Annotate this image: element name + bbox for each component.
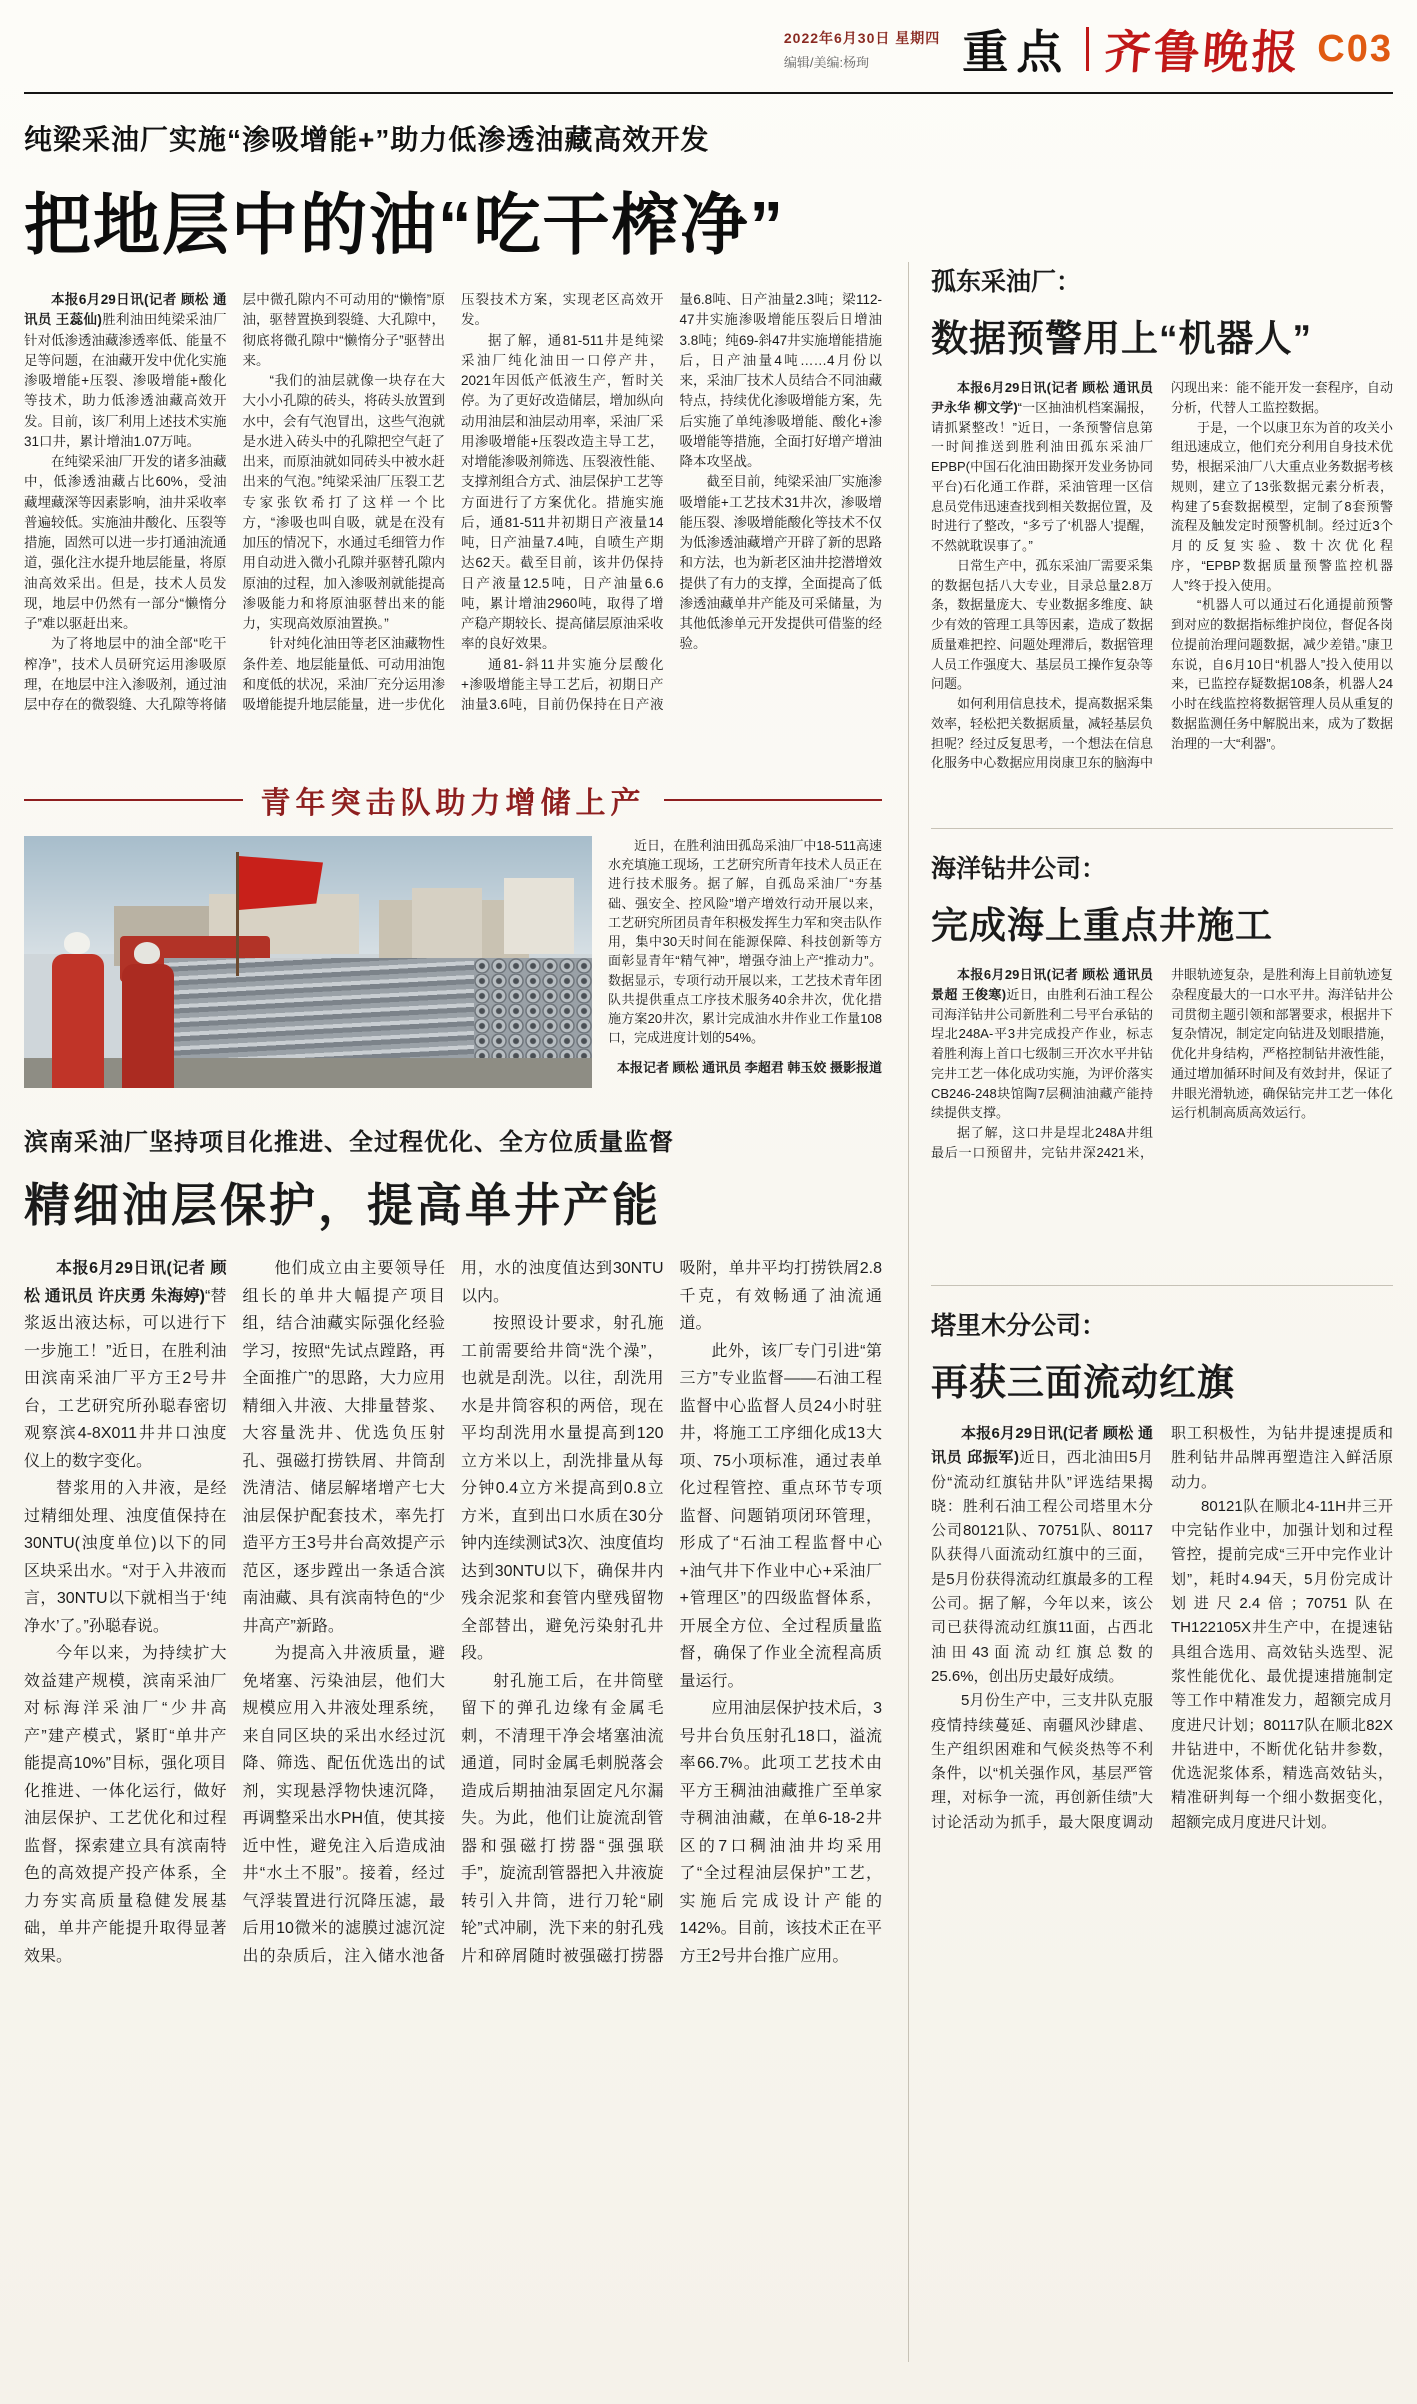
byline: 本报6月29日讯(记者 顾松 通讯员 尹永华 柳文学): [931, 380, 1153, 415]
article-talimu-headline: 再获三面流动红旗: [931, 1362, 1235, 1403]
feature-body: [24, 836, 882, 1088]
paragraph-text: “替浆返出液达标，可以进行下一步施工！”近日，在胜利油田滨南采油厂平方王2号井台，工艺研究所孙聪春密切观察滨4-8X011井井口浊度仪上的数字变化。: [24, 1287, 227, 1470]
issue-date: 2022年6月30日 星期四: [783, 29, 941, 46]
paragraph-text: 胜利油田纯梁采油厂针对低渗透油藏渗透率低、能量不足等问题，在油藏开发中优化实施渗吸增能+压裂、渗吸增能+酸化等技术，助力低渗透油藏高效开发。目前，该厂利用上述技术实施31口井，累计增油1.07万吨。: [24, 312, 227, 449]
header-divider: [1086, 27, 1089, 71]
paragraph: 为提高入井液质量，避免堵塞、污染油层，他们大规模应用入井液处理系统，来自同区块的采出水经过沉降、筛选、配伍优选出的试剂，实现悬浮物快速沉降，再调整采出水PH值，使其接近中性，避免注入后造成油井“水土不服”。接着，经过气浮装置进行沉降压滤，最后用10微米的滤膜过滤沉淀出的杂质后，注入储水池备用，水的浊度值达到30NTU以内。: [242, 1260, 664, 1965]
paragraph: 通81-斜11井实施分层酸化+渗吸增能主导工艺后，初期日产油量3.6吨，目前仍保持在日产液量6.8吨、日产油量2.3吨；梁112-47井实施渗吸增能压裂后日增油3.8吨；纯69-斜47井实施增能措施后，日产油量4吨……4月份以来，采油厂技术人员结合不同油藏特点，持续优化渗吸增能方案，先后实施了单纯渗吸增能、酸化+渗吸增能等措施，全面打好增产增油降本攻坚战。: [461, 292, 882, 712]
page-header: [24, 0, 1393, 82]
paragraph: 此外，该厂专门引进“第三方”专业监督——石油工程监督中心监督人员24小时驻井，将施工工序细化成13大项、75小项标准，通过表单化过程管控、重点环节专项监督、问题销项闭环管理，形成了“石油工程监督中心+油气井下作业中心+采油厂+管理区”的四级监督体系，开展全方位、全过程质量监督，确保了作业全流程高质量运行。: [679, 1342, 882, 1690]
article-haiyang-headline: 完成海上重点井施工: [931, 905, 1273, 946]
byline: 本报6月29日讯(记者 顾松 通讯员 许庆勇 朱海婷): [24, 1260, 227, 1305]
byline: 本报6月29日讯(记者 顾松 通讯员 王蕊仙): [24, 292, 227, 328]
page-content: [24, 94, 1393, 2404]
feature-header: [24, 778, 882, 822]
paragraph: 应用油层保护技术后，3号井台负压射孔18口，溢流率66.7%。此项工艺技术由平方王稠油油藏推广至单家寺稠油油藏，在单6-18-2井区的7口稠油油井均采用了“全过程油层保护”工艺，实施后完成设计产能的142%。目前，该技术正在平方王2号井台推广应用。: [679, 1700, 882, 1965]
photo-ground: [24, 1058, 592, 1088]
feature-section: [24, 778, 882, 1088]
article-main: [24, 118, 882, 752]
paragraph: 截至目前，纯梁采油厂实施渗吸增能+工艺技术31井次，渗吸增能压裂、渗吸增能酸化等技术不仅为低渗透油藏增产开辟了新的思路和方法，也为新老区油井挖潜增效提供了有力的支撑，全面提高了低渗透油藏单井产能及可采储量，为其他低渗单元开发提供可借鉴的经验。: [679, 474, 882, 652]
paragraph: 在纯梁采油厂开发的诸多油藏中，低渗透油藏占比60%，受油藏埋藏深等因素影响，油井采收率普遍较低。实施油井酸化、压裂等措施，固然可以进一步打通油流通道，强化注水提升地层能量，将原油高效采出。但是，技术人员发现，地层中仍然有一部分“懒惰分子”难以驱赶出来。: [24, 454, 227, 631]
feature-photo: [24, 836, 592, 1088]
feature-rule-left: [24, 799, 243, 801]
photo-caption: 本报记者 顾松 通讯员 李超君 韩玉姣 摄影报道: [616, 1059, 882, 1075]
paragraph: 射孔施工后，在井筒壁留下的弹孔边缘有金属毛刺，不清理干净会堵塞油流通道，同时金属毛刺脱落会造成后期抽油泵固定凡尔漏失。为此，他们让旋流刮管器和强磁打捞器“强强联手”，旋流刮管器把入井液旋转引入井筒，进行刀轮“刷轮”式冲刷，洗下来的射孔残片和碎屑随时被强磁打捞器吸附，单井平均打捞铁屑2.8千克，有效畅通了油流通道。: [461, 1260, 882, 1965]
paragraph: 如何利用信息技术，提高数据采集效率，轻松把关数据质量，减轻基层负担呢？经过反复思考，一个想法在信息化服务中心数据应用岗康卫东的脑海中闪现出来：能不能开发一套程序，自动分析，代替人工监控数据。: [931, 380, 1393, 771]
feature-text: [608, 836, 882, 1088]
paragraph-text: 近日，西北油田5月份“流动红旗钻井队”评选结果揭晓：胜利石油工程公司塔里木分公司80121队、70751队、80117队获得八面流动红旗中的三面，是5月份获得流动红旗最多的工程公司。据了解，今年以来，该公司已获得流动红旗11面，占西北油田43面流动红旗总数的25.6%，创出历史最好成绩。: [931, 1449, 1154, 1685]
photo-flag-pole: [236, 852, 239, 976]
sidebar: [908, 112, 1393, 2404]
article-gudong-label: 孤东采油厂：: [931, 268, 1082, 296]
paragraph: 据了解，通81-511井是纯梁采油厂纯化油田一口停产井，2021年因低产低液生产，暂时关停。为了更好改造储层，增加纵向动用油层和油层动用率，采油厂采用渗吸增能+压裂改造主导工艺，对增能渗吸剂筛选、压裂液性能、支撑剂组合方式、油层保护工艺等方面进行了方案优化。措施实施后，通81-511井初期日产液量14吨，日产油量7.4吨，自喷生产期达62天。截至目前，该井仍保持日产液量12.5吨，日产油量6.6吨，累计增油2960吨，取得了增产稳产期较长、提高储层原油采收率的良好效果。: [461, 332, 664, 652]
paragraph-text: 近日，由胜利石油工程公司海洋钻井公司新胜利二号平台承钻的埕北248A-平3井完成投产作业，标志着胜利海上首口七级制三开次水平井钻完井工艺一体化成功实施，为评价落实CB246-248块馆陶7层稠油油藏产能持续提供支撑。: [931, 986, 1153, 1121]
section-title: 重点: [962, 26, 1071, 78]
masthead-logo: 齐鲁晚报: [1103, 27, 1303, 78]
paragraph: [24, 1255, 227, 1475]
article-bottom-headline: 精细油层保护，提高单井产能: [24, 1179, 661, 1231]
photo-worker-left: [52, 954, 104, 1088]
paragraph: 日常生产中，孤东采油厂需要采集的数据包括八大专业，目录总量2.8万条，数据量庞大、专业数据多维度、缺少有效的管理工具等因素，造成了数据质量难把控、问题处理滞后，数据管理人员工作强度大、基层员工操作复杂等问题。: [931, 557, 1153, 692]
article-bottom-body: [24, 1255, 882, 2404]
date-block: [784, 28, 940, 71]
sidebar-inner: [908, 262, 1393, 2362]
paragraph: 他们成立由主要领导任组长的单井大幅提产项目组，结合油藏实际强化经验学习，按照“先试点蹚路，再全面推广”的思路，大力应用精细入井液、大排量替浆、大容量洗井、优选负压射孔、强磁打捞铁屑、井筒刮洗清洁、储层解堵增产七大油层保护配套技术，率先打造平方王3号井台高效提产示范区，逐步蹚出一条适合滨南油藏、具有滨南特色的“少井高产”新路。: [242, 1260, 445, 1635]
paragraph: 于是，一个以康卫东为首的攻关小组迅速成立，他们充分利用自身技术优势，根据采油厂八大重点业务数据考核规则，建立了13张数据元素分析表，构建了5套数据模型，定制了8套预警流程及触发定时预警机制。经过近3个月的反复实验、数十次优化程序，“EPBP数据质量预警监控机器人”终于投入使用。: [1171, 419, 1393, 593]
article-haiyang-body: [931, 965, 1393, 1265]
paragraph-text: “一区抽油机档案漏报，请抓紧整改！”近日，一条预警信息第一时间推送到胜利油田孤东采油厂EPBP(中国石化油田勘探开发业务协同平台)石化通工作群，采油管理一区信息员党伟迅速查找到相关数据位置，及时进行了整改，“多亏了‘机器人’提醒，不然就耽误事了。”: [931, 399, 1153, 553]
main-column: [24, 112, 882, 2404]
paragraph: [931, 378, 1153, 556]
byline: 本报6月29日讯(记者 顾松 通讯员 景超 王俊寒): [931, 967, 1153, 1002]
paragraph: 据了解，这口井是埕北248A井组最后一口预留井，完钻井深2421米，井眼轨迹复杂，是胜利海上目前轨迹复杂程度最大的一口水平井。海洋钻井公司贯彻主题引领和部署要求，根据井下复杂情况，制定定向钻进及划眼措施，优化井身结构，严格控制钻井液性能，通过增加循环时间及有效封井，保证了井眼光滑轨迹，确保钻完井工艺一体化运行机制高质高效运行。: [931, 967, 1393, 1160]
paragraph: [931, 1422, 1153, 1689]
article-main-kicker: 纯梁采油厂实施“渗吸增能+”助力低渗透油藏高效开发: [24, 124, 710, 155]
paragraph: [24, 290, 227, 452]
paragraph: 今年以来，为持续扩大效益建产规模，滨南采油厂对标海洋采油厂“少井高产”建产模式，紧盯“单井产能提高10%”目标，强化项目化推进、一体化运行，做好油层保护、工艺优化和过程监督，探索建立具有滨南特色的高效提产投产体系，全力夯实高质量稳健发展基础，单井产能提升取得显著效果。: [24, 1645, 227, 1965]
photo-worker-right: [122, 964, 174, 1088]
paragraph: 按照设计要求，射孔施工前需要给井筒“洗个澡”，也就是刮洗。以往，刮洗用水是井筒容积的两倍，现在平均刮洗用水量提高到120立方米以上，刮洗排量从每分钟0.4立方米提高到0.8立方米，直到出口水质在30分钟内连续测试3次、浊度值均达到30NTU以下，确保井内残余泥浆和套管内壁残留物全部替出，避免污染射孔井段。: [461, 1315, 664, 1663]
page-number: C03: [1317, 27, 1393, 70]
paragraph: 针对纯化油田等老区油藏物性条件差、地层能量低、可动用油饱和度低的状况，采油厂充分运用渗吸增能提升地层能量，进一步优化压裂技术方案，实现老区高效开发。: [242, 292, 664, 712]
photo-helmet: [134, 942, 160, 964]
article-gudong: [931, 262, 1393, 808]
paragraph: 80121队在顺北4-11H井三开中完钻作业中，加强计划和过程管控，提前完成“三开中完作业计划”，耗时4.94天，5月份完成计划进尺2.4倍；70751队在TH122105X井生产中，在提速钻具组合选用、高效钻头选型、泥浆性能优化、最优提速措施制定等工作中精准发力，超额完成月度进尺计划；80117队在顺北82X井钻进中，不断优化钻井参数，优选泥浆体系，精选高效钻头，精准研判每一个细小数据变化，超额完成月度进尺计划。: [1171, 1497, 1393, 1831]
article-main-body: [24, 290, 882, 752]
photo-buildings-right: [504, 878, 574, 954]
article-gudong-headline: 数据预警用上“机器人”: [931, 318, 1312, 359]
photo-red-flag: [239, 856, 323, 910]
feature-rule-right: [664, 799, 883, 801]
paragraph: [931, 965, 1153, 1123]
editor-credit: 编辑/美编:杨珣: [783, 54, 870, 70]
article-talimu-body: [931, 1422, 1393, 2362]
paragraph: “机器人可以通过石化通提前预警到对应的数据指标维护岗位，督促各岗位提前治理问题数据，减少差错。”康卫东说，自6月10日“机器人”投入使用以来，已监控存疑数据108条，机器人24小时在线监控将数据管理人员从重复的数据监测任务中解脱出来，成为了数据治理的一大“利器”。: [1171, 597, 1393, 751]
paragraph: 为了将地层中的油全部“吃干榨净”，技术人员研究运用渗吸原理，在地层中注入渗吸剂，通过油层中存在的微裂缝、大孔隙等将储层中微孔隙内不可动用的“懒惰”原油，驱替置换到裂缝、大孔隙中，彻底将微孔隙中“懒惰分子”驱替出来。: [24, 292, 445, 712]
article-haiyang: [931, 828, 1393, 1265]
paragraph: 替浆用的入井液，是经过精细处理、浊度值保持在30NTU(浊度单位)以下的同区块采出水。“对于入井液而言，30NTU以下就相当于‘纯净水’了。”孙聪春说。: [24, 1480, 227, 1635]
article-talimu: [931, 1285, 1393, 2362]
paragraph: 近日，在胜利油田孤岛采油厂中18-511高速水充填施工现场，工艺研究所青年技术人员正在进行技术服务。据了解，自孤岛采油厂“夯基础、强安全、控风险”增产增效行动开展以来，工艺研究所团员青年积极发挥生力军和突击队作用，集中30天时间在能源保障、科技创新等方面彰显青年“精气神”，增强夺油上产“推动力”。数据显示，专项行动开展以来，工艺技术青年团队共提供重点工序技术服务40余井次，优化措施方案20井次，累计完成油水井作业工作量108口，完成进度计划的54%。: [608, 838, 882, 1046]
article-haiyang-label: 海洋钻井公司：: [931, 855, 1107, 883]
article-bottom-kicker: 滨南采油厂坚持项目化推进、全过程优化、全方位质量监督: [24, 1129, 674, 1156]
article-talimu-label: 塔里木分公司：: [931, 1312, 1107, 1340]
paragraph: “我们的油层就像一块存在大大小小孔隙的砖头，将砖头放置到水中，会有气泡冒出，这些气泡就是水进入砖头中的孔隙把空气赶了出来，而原油就如同砖头中被水赶出来的气泡。”纯梁采油厂压裂工艺专家张钦希打了这样一个比方，“渗吸也叫自吸，就是在没有加压的情况下，水通过毛细管力作用自动进入微小孔隙并驱替孔隙内原油的过程，加入渗吸剂就能提高渗吸能力和将原油驱替出来的能力，实现高效原油置换。”: [242, 373, 445, 631]
photo-pipe-ends: [474, 958, 592, 1060]
photo-helmet: [64, 932, 90, 954]
feature-title: 青年突击队助力增储上产: [260, 787, 646, 820]
article-bottom: [24, 1122, 882, 2404]
paragraph: 5月份生产中，三支井队克服疫情持续蔓延、南疆风沙肆虐、生产组织困难和气候炎热等不利条件，以“机关强作风，基层严管理，对标争一流，再创新佳绩”大讨论活动为抓手，最大限度调动职工积极性，为钻井提速提质和胜利钻井品牌再塑造注入鲜活原动力。: [931, 1425, 1393, 1831]
article-gudong-body: [931, 378, 1393, 808]
header-cluster: [784, 16, 1393, 82]
article-main-headline: 把地层中的油“吃干榨净”: [24, 188, 785, 263]
byline: 本报6月29日讯(记者 顾松 通讯员 邱振军): [931, 1425, 1153, 1467]
